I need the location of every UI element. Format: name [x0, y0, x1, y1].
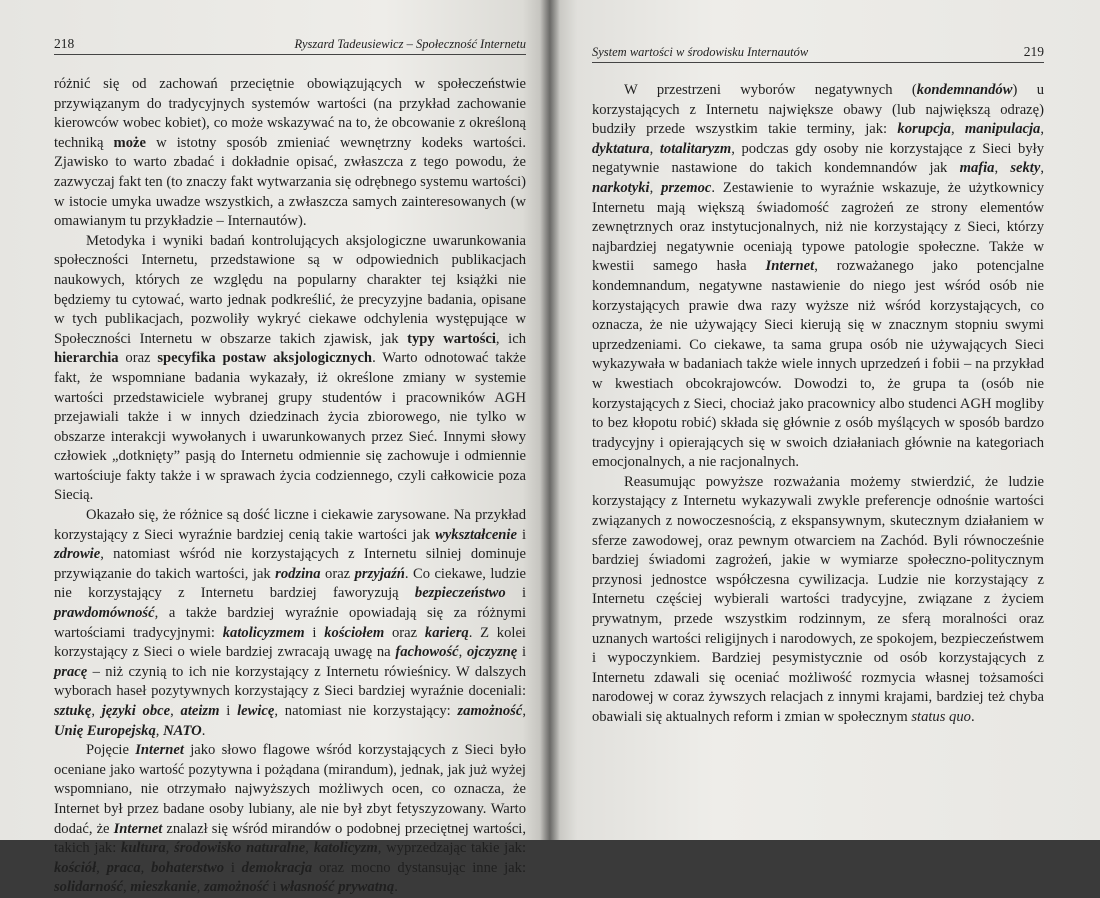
text-run: , [1040, 121, 1044, 138]
text-run: , [140, 859, 152, 876]
left-page [0, 0, 550, 896]
text-run: . Zestawienie to wyraźnie wskazuje, że użytkownicy Internetu mają większą świadomość zagrożeń ze strony elementów zewnętrznych oraz instytucjonalnych, niż nie korzystający z Sieci, którzy najbardziej negatywnie oceniają typowe patologie społeczne. Także w kwestii samego hasła [592, 179, 1044, 275]
emphasized-term: Internet [765, 258, 815, 275]
text-run: , wyprzedzając takie jak: [377, 840, 527, 857]
text-run: oraz [384, 624, 425, 641]
text-run: różnić się od zachowań przeciętnie obowiązujących w społeczeństwie przywiązanym do tradycyjnych systemów wartości (na przykład zachowanie kierowców wobec kobiet), co może wskazywać na to, że obcowanie z określoną techniką [54, 76, 526, 151]
text-run: , [165, 840, 175, 857]
text-run: , natomiast wśród nie korzystających z Internetu silniej dominuje przywiązanie do takich wartości, jak [54, 546, 526, 582]
emphasized-term: może [113, 134, 146, 151]
text-run: . Co ciekawe, ludzie nie korzystający z Internetu bardziej faworyzują [54, 565, 526, 602]
text-run: . [201, 722, 206, 739]
emphasized-term: hierarchia [54, 350, 119, 367]
text-run: oraz mocno dystansując inne jak: [312, 859, 526, 876]
text-run: , [122, 879, 131, 896]
emphasized-term: bohaterstwo [151, 859, 225, 876]
emphasized-term: języki obce [101, 703, 171, 719]
text-run: i [224, 859, 242, 876]
emphasized-term: kościół [54, 859, 97, 876]
text-run: . Z kolei korzystający z Sieci o wiele bardziej zwracają uwagę na [54, 624, 526, 661]
text-run: – niż czynią to ich nie korzystający z Internetu rówieśnicy. W dalszych wyborach haseł pozytywnych korzystający z Sieci bardziej wyraźnie doceniali: [54, 663, 526, 700]
emphasized-term: Internet [135, 742, 184, 759]
text-run: , [196, 879, 205, 896]
text-run: i [219, 703, 238, 719]
text-run: , [649, 179, 662, 196]
paragraph [592, 473, 1044, 728]
text-run: , ich [495, 330, 526, 347]
emphasized-term: narkotyki [592, 179, 650, 196]
text-run: , [994, 160, 1011, 177]
emphasized-term: praca [106, 859, 141, 876]
emphasized-term: Internet [113, 820, 163, 837]
right-page [550, 0, 1100, 840]
text-run: jako słowo flagowe wśród korzystających z Sieci było oceniane jako wartość pozytywna i pożądana (mirandum), jednak, jak już wyżej wspomniano, nie otrzymało najwyższych możliwych ocen, co oznacza, że Internet był przez badane osoby lubiany, ale nie był zbyt fetyszyzowany. Warto dodać, że [54, 742, 526, 837]
emphasized-term: mafia [959, 160, 995, 177]
emphasized-term: kondemnandów [916, 82, 1013, 98]
text-run: Okazało się, że różnice są dość liczne i ciekawie zarysowane. Na przykład korzystający z Sieci wyraźnie bardziej cenią takie wartości jak [54, 507, 526, 543]
text-run: i [268, 879, 281, 896]
left-page-header [54, 36, 526, 55]
text-run: , [649, 140, 660, 157]
right-running-head: System wartości w środowisku Internautów [592, 45, 809, 59]
emphasized-term: przemoc [661, 179, 712, 196]
emphasized-term: Unię Europejską [54, 722, 156, 739]
emphasized-term: typy wartości [407, 330, 496, 347]
emphasized-term: prawdomówność [54, 605, 155, 622]
text-run: oraz [118, 350, 158, 367]
text-run: ) u korzystających z Internetu największe obawy (lub największą odrazę) budziły przede wszystkim takie terminy, jak: [592, 82, 1044, 138]
emphasized-term: rodzina [275, 565, 321, 582]
left-running-head: Ryszard Tadeusiewicz – Społeczność Internetu [294, 37, 526, 51]
text-run: Pojęcie [86, 742, 136, 759]
text-run: , [170, 703, 181, 719]
text-run: i [516, 526, 526, 543]
text-run: i [304, 624, 325, 641]
emphasized-term: środowisko naturalne [174, 840, 306, 857]
emphasized-term: sztukę [54, 703, 92, 719]
emphasized-term: mieszkanie [130, 879, 197, 896]
emphasized-term: karierą [424, 624, 469, 641]
emphasized-term: bezpieczeństwo [414, 585, 506, 602]
paragraph [592, 81, 1044, 473]
text-run: , podczas gdy osoby nie korzystające z Sieci były negatywnie nastawione do takich kondemnandów jak [592, 140, 1044, 177]
text-run: , [950, 121, 965, 138]
emphasized-term: ateizm [180, 703, 220, 719]
right-page-number: 219 [1023, 44, 1044, 59]
paragraph [54, 506, 526, 741]
emphasized-term: specyfika postaw aksjologicznych [157, 350, 373, 367]
text-run: znalazł się wśród mirandów o podobnej przeciętnej wartości, takich jak: [54, 820, 527, 857]
emphasized-term: demokracja [241, 859, 313, 876]
emphasized-term: zamożność [457, 703, 523, 719]
emphasized-term: własność prywatną [280, 879, 395, 896]
text-run: , a także bardziej wyraźnie opowiadają się za różnymi wartościami tradycyjnymi: [54, 605, 526, 641]
emphasized-term: lewicę [237, 703, 275, 719]
text-run: . [970, 709, 975, 725]
text-run: W przestrzeni wyborów negatywnych ( [624, 82, 917, 98]
emphasized-term: solidarność [54, 879, 123, 896]
emphasized-term: katolicyzm [313, 840, 378, 857]
text-run: . [394, 879, 398, 896]
emphasized-term: przyjaźń [354, 565, 405, 582]
text-run: , [305, 840, 314, 857]
text-run: Metodyka i wyniki badań kontrolujących aksjologiczne uwarunkowania społeczności Internetu, przedstawione są w odpowiednich publikacjach naukowych, których ze względu na popularny charakter tej książki nie będziemy tu cytować, warto jednak podkreślić, że precyzyjne badania, opisane w tych publikacjach, pozwoliły wykryć ciekawe odchylenia występujące w Społeczności Internetu w obszarze takich zjawisk, jak [54, 232, 526, 347]
emphasized-term: ojczyznę [466, 644, 518, 661]
emphasized-term: totalitaryzm [659, 140, 732, 157]
paragraph [54, 741, 526, 898]
text-run: . Warto odnotować także fakt, że wspomniane badania wykazały, iż określone zmiany w systemie wartości przedstawiciele wybranej grupy studentów i pracowników AGH przejawiali także i w innych dziedzinach życia zbiorowego, nie tylko w obszarze interakcji wywołanych i uwarunkowanych przez Sieć. Innymi słowy człowiek „dotknięty” pasją do Internetu odmiennie się zachowuje i odmiennie wartościuje fakty także i w sprawach życia codziennego, czyli całkowicie poza Siecią. [54, 350, 526, 504]
text-run: , [1040, 160, 1044, 177]
paragraph [54, 232, 526, 506]
emphasized-term: wykształcenie [435, 526, 517, 543]
paragraph [54, 75, 526, 232]
text-run: i [517, 644, 527, 661]
emphasized-term: sekty [1010, 160, 1041, 177]
emphasized-term: zdrowie [54, 546, 101, 563]
emphasized-term: pracę [54, 663, 88, 680]
text-run: , [96, 859, 107, 876]
right-page-body [592, 81, 1044, 728]
text-run: , rozważanego jako potencjalne kondemnandum, negatywne nastawienie do niego jest wśród osób nie korzystających prawie dwa razy wyższe niż wśród korzystających, co oznacza, że nie używający Sieci kierują się w znacznym stopniu swymi uprzedzeniami. Co ciekawe, ta sama grupa osób nie używających Sieci wykazywała w badaniach także wiele innych uprzedzeń i fobii – na przykład w kwestiach obcokrajowców. Dowodzi to, że grupa ta (osób nie korzystających z Sieci, chociaż jako pracownicy albo studenci AGH mogliby to bez kłopotu robić) składa się głównie z osób myślących w sposób bardzo tradycyjny i opierających się w swoich działaniach głównie na kategoriach emocjonalnych, a nie racjonalnych. [592, 258, 1044, 471]
text-run: w istotny sposób zmieniać wewnętrzny kodeks wartości. Zjawisko to warto zbadać i dokładnie opisać, zwłaszcza z tego powodu, że zazwyczaj fakt ten (to znaczy fakt wytwarzania się odrębnego systemu wartości) w istocie umyka uwadze wszystkich, a zwłaszcza samych zainteresowanych (w omawianym tu przykładzie – Internautów). [54, 134, 526, 230]
left-page-body [54, 75, 526, 898]
emphasized-term: katolicyzmem [222, 624, 305, 641]
emphasized-term: dyktatura [592, 140, 650, 157]
emphasized-term: status quo [911, 709, 971, 725]
right-page-header [592, 44, 1044, 63]
emphasized-term: fachowość [395, 644, 459, 661]
text-run: , [522, 703, 526, 719]
emphasized-term: kościołem [324, 624, 385, 641]
emphasized-term: zamożność [204, 879, 269, 896]
text-run: oraz [320, 565, 355, 582]
emphasized-term: manipulacja [964, 121, 1041, 138]
left-page-number: 218 [54, 36, 75, 51]
text-run: Reasumując powyższe rozważania możemy stwierdzić, że ludzie korzystający z Internetu wykazywali zwykle preferencje odnośnie wartości związanych z nowoczesnością, z ekspansywnym, skutecznym działaniem w sferze zawodowej, oraz pewnym otwarciem na Zachód. Byli równocześnie bardziej świadomi zagrożeń, jakie w wymiarze społeczno-politycznym przynosi jednostce współczesna cywilizacja. Ludzie nie korzystający z Internetu częściej wybierali wartości tradycyjne, związane z życiem prywatnym, przede wszystkim rodzinnym, ze sferą moralności oraz uznanych wartości religijnych i narodowych, ze spokojem, bezpieczeństwem i wypoczynkiem. Bardziej pesymistycznie od osób korzystających z Internetu zdawali się oceniać możliwość rozmycia własnej tożsamości narodowej w coraz żywszych relacjach z innymi krajami, bardziej też chyba obawiali się aktualnych reform i zmian w społecznym [592, 473, 1044, 725]
text-run: i [505, 585, 527, 602]
text-run: , [155, 722, 164, 739]
text-run: , natomiast nie korzystający: [274, 703, 458, 719]
emphasized-term: kultura [121, 840, 166, 857]
text-run: , [91, 703, 102, 719]
text-run: , [458, 644, 467, 661]
emphasized-term: korupcja [897, 121, 951, 138]
emphasized-term: NATO [163, 722, 202, 739]
